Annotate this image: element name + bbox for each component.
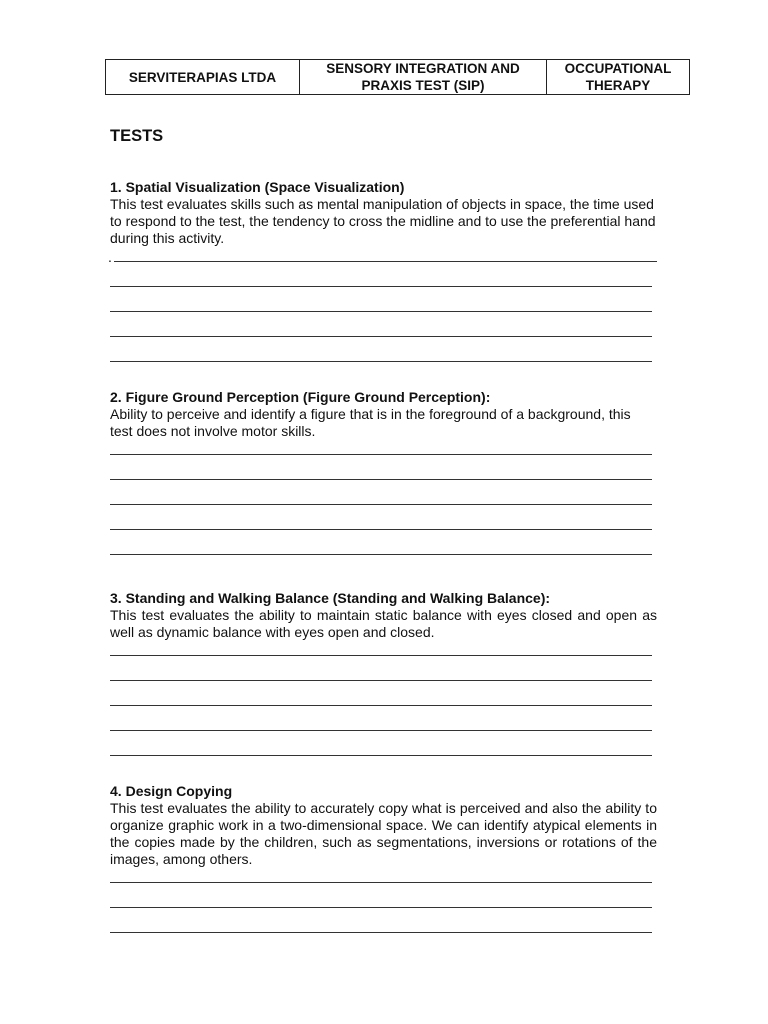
- section-standing-walking-balance: [110, 590, 657, 641]
- section-heading: [110, 179, 657, 196]
- section-number: 4.: [110, 783, 122, 799]
- answer-line[interactable]: [110, 454, 652, 455]
- page-title: TESTS: [110, 127, 164, 145]
- answer-line-prefix: .: [108, 249, 112, 265]
- header-company-cell: SERVITERAPIAS LTDA: [106, 60, 300, 95]
- answer-line[interactable]: [110, 705, 652, 706]
- answer-line[interactable]: [110, 504, 652, 505]
- answer-line[interactable]: [110, 932, 652, 933]
- section-description: This test evaluates the ability to accurately copy what is perceived and also the ability to organize graphic work in a two-dimensional space. We can identify atypical elements in the copies made by the children, such as segmentations, inversions or rotations of the images, among others.: [110, 800, 657, 867]
- answer-line[interactable]: [110, 529, 652, 530]
- section-heading: [110, 783, 657, 800]
- section-description: Ability to perceive and identify a figure that is in the foreground of a background, this test does not involve motor skills.: [110, 406, 631, 439]
- answer-line[interactable]: [114, 261, 657, 262]
- answer-line[interactable]: [110, 311, 652, 312]
- section-figure-ground-perception: [110, 389, 657, 440]
- answer-line[interactable]: [110, 680, 652, 681]
- answer-line[interactable]: [110, 336, 652, 337]
- answer-line[interactable]: [110, 907, 652, 908]
- section-description: This test evaluates the ability to maintain static balance with eyes closed and open as well as dynamic balance with eyes open and closed.: [110, 607, 657, 640]
- answer-line[interactable]: [110, 730, 652, 731]
- header-test-name-cell: SENSORY INTEGRATION AND PRAXIS TEST (SIP): [300, 60, 547, 95]
- section-heading: [110, 389, 657, 406]
- document-header-table: [105, 59, 690, 95]
- section-spatial-visualization: [110, 179, 657, 247]
- answer-line[interactable]: [110, 479, 652, 480]
- section-heading: [110, 590, 657, 607]
- section-number: 2.: [110, 389, 122, 405]
- section-title: Standing and Walking Balance (Standing and Walking Balance):: [121, 590, 551, 606]
- header-discipline-cell: OCCUPATIONAL THERAPY: [547, 60, 690, 95]
- answer-line[interactable]: [110, 655, 652, 656]
- section-title: Design Copying: [121, 783, 233, 799]
- answer-line[interactable]: [110, 554, 652, 555]
- answer-line[interactable]: [110, 286, 652, 287]
- section-design-copying: [110, 783, 657, 868]
- section-number: 1: [110, 179, 118, 195]
- section-title: . Spatial Visualization (Space Visualization): [117, 179, 405, 195]
- section-description: This test evaluates skills such as mental manipulation of objects in space, the time used to respond to the test, the tendency to cross the midline and to use the preferential hand during this activity.: [110, 196, 656, 246]
- answer-line[interactable]: [110, 755, 652, 756]
- answer-line[interactable]: [110, 882, 652, 883]
- section-title: Figure Ground Perception (Figure Ground Perception):: [121, 389, 491, 405]
- section-number: 3.: [110, 590, 122, 606]
- answer-line[interactable]: [110, 361, 652, 362]
